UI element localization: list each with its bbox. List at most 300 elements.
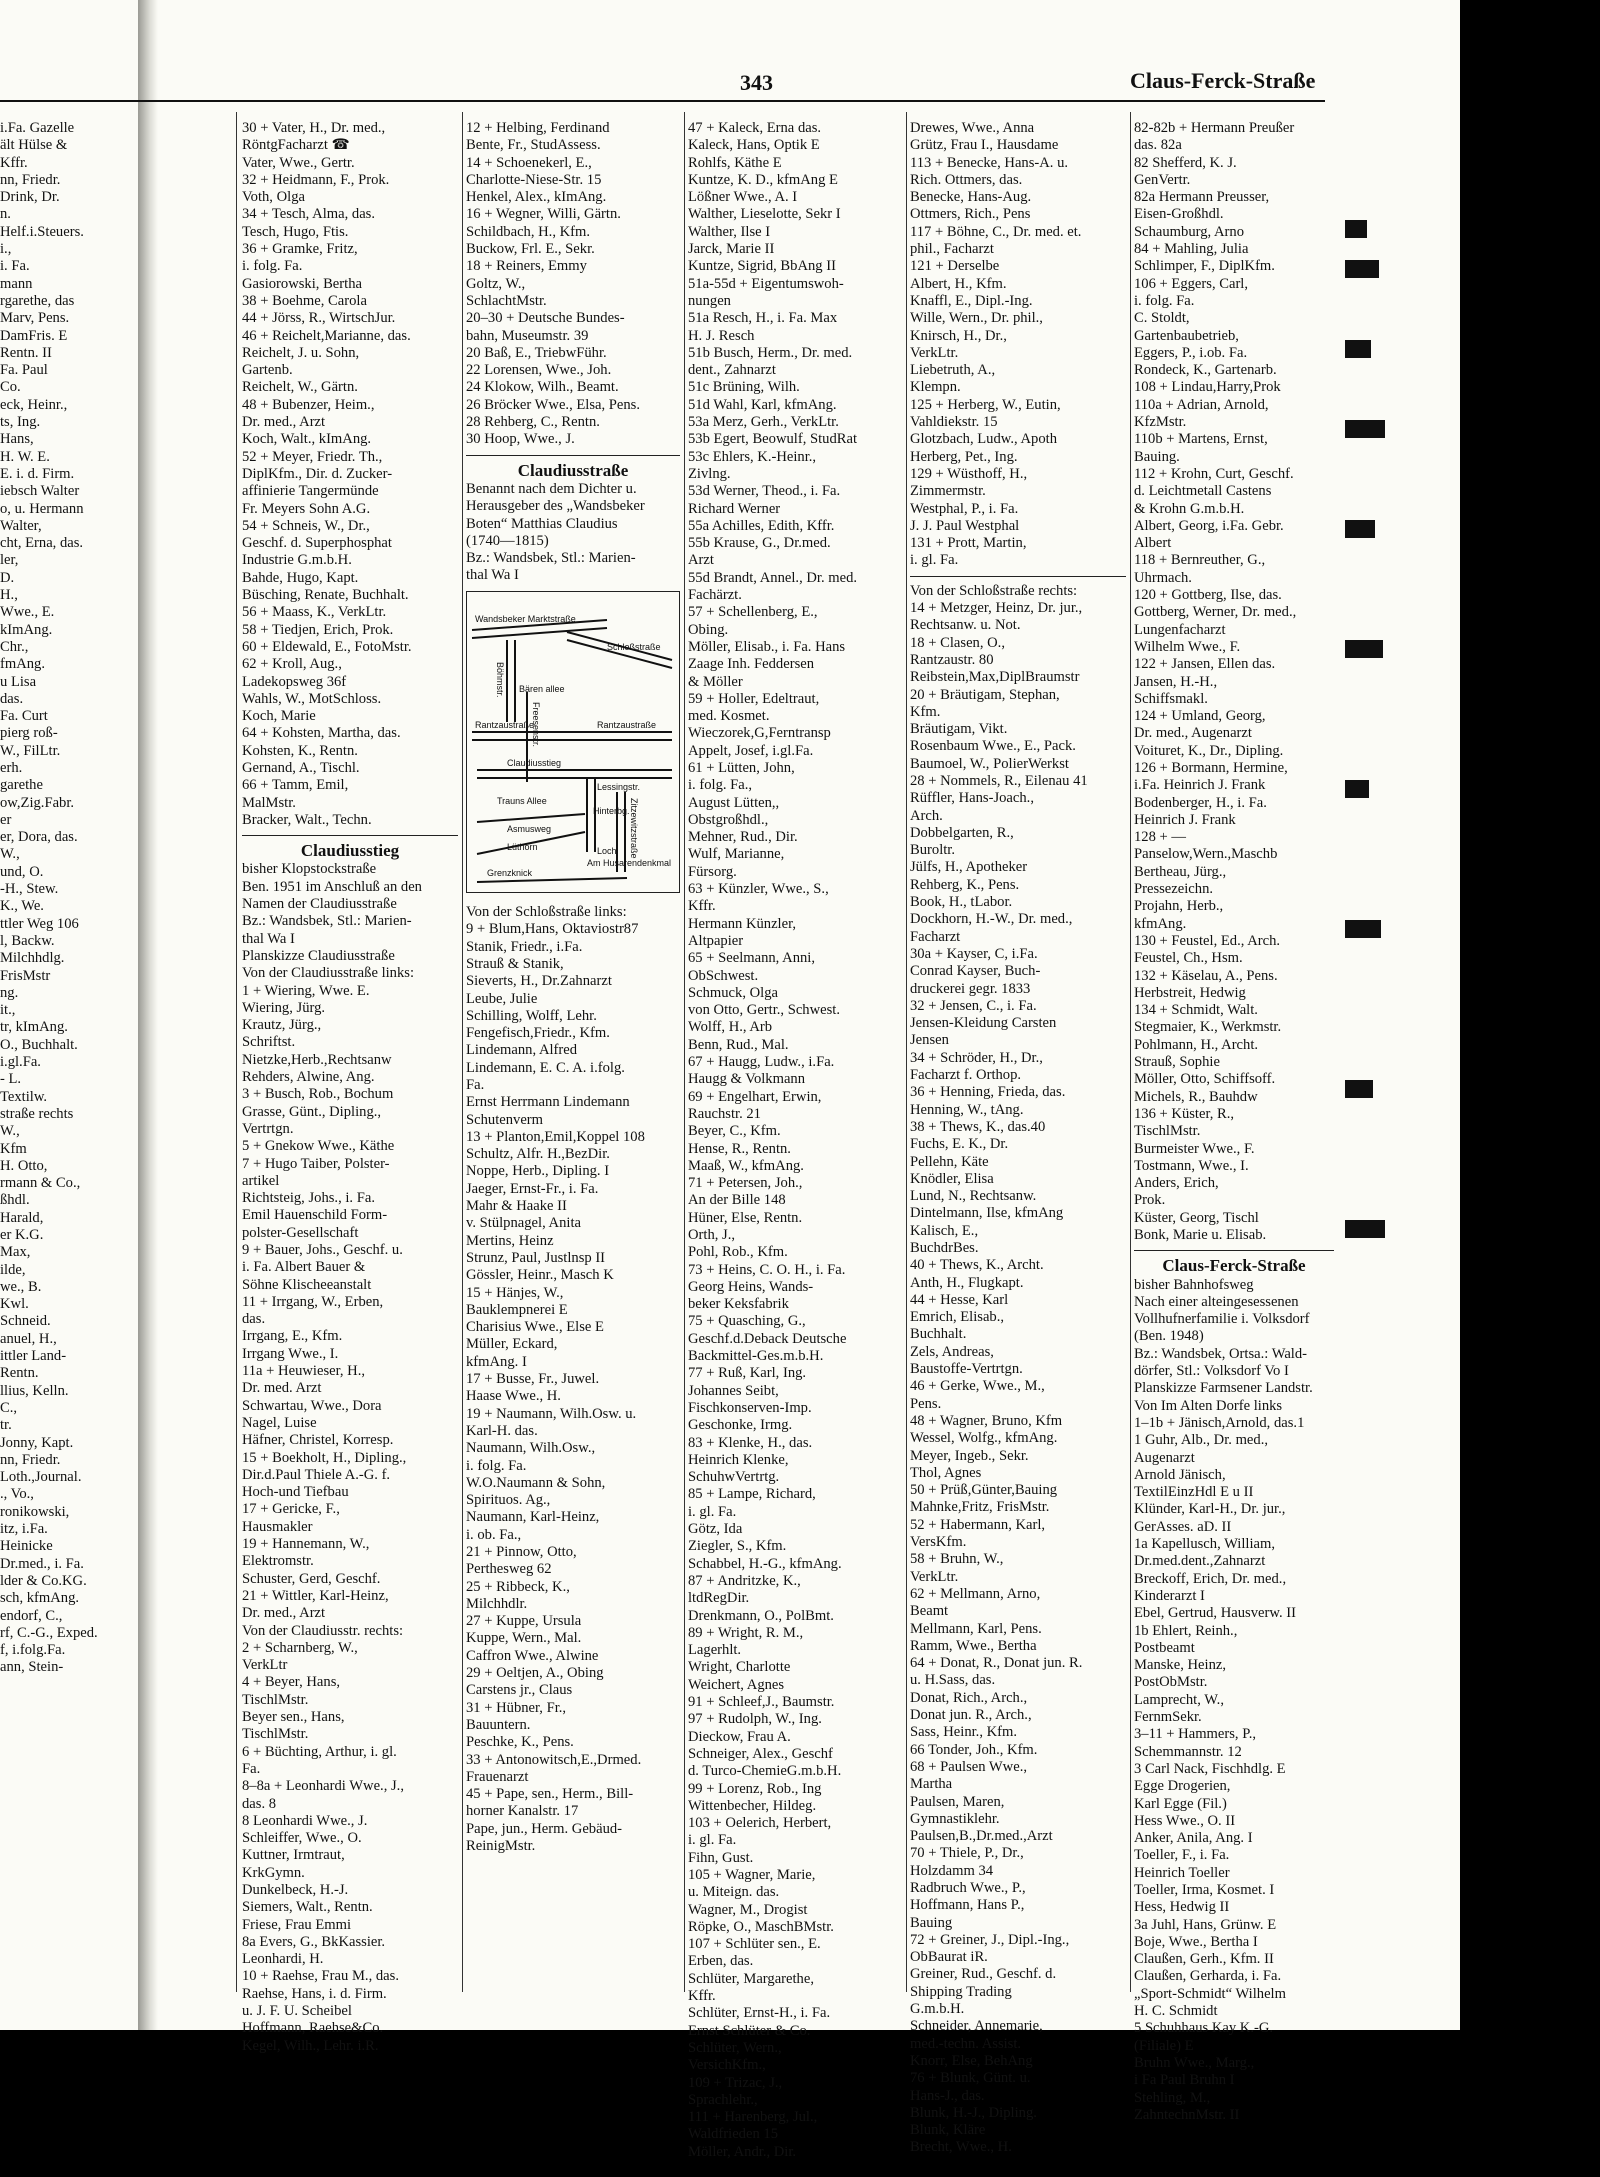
directory-line: i. Fa. (0, 258, 30, 275)
directory-line: 66 Tonder, Joh., Kfm. (910, 1741, 1038, 1758)
directory-line: Gernand, A., Tischl. (242, 759, 360, 776)
directory-line: 21 + Pinnow, Otto, (466, 1544, 577, 1560)
claudiusstrasse-odd-entries (910, 120, 1126, 570)
directory-line: Altpapier (688, 932, 744, 949)
directory-line: rf, C.-G., Exped. (0, 1624, 98, 1641)
directory-line: (1740—1815) (466, 532, 549, 549)
directory-line: KrkGymn. (242, 1864, 305, 1881)
directory-line: Schuster, Gerd, Geschf. (242, 1570, 381, 1587)
directory-line: Möller, Andr., Dir. (688, 2143, 797, 2160)
directory-line: 59 + Holler, Edeltraut, (688, 690, 820, 707)
directory-line: Fürsorg. (688, 863, 737, 880)
directory-line: 33 + Antonowitsch,E.,Drmed. (466, 1751, 642, 1768)
directory-line: Vollhufnerfamilie i. Volksdorf (1134, 1311, 1310, 1328)
directory-line: we., B. (0, 1278, 42, 1295)
directory-line: Pape, jun., Herm. Gebäud- (466, 1820, 623, 1837)
directory-line: Fa. (242, 1760, 261, 1777)
directory-line: GerAsses. aD. II (1134, 1518, 1232, 1535)
directory-line: Industrie G.m.b.H. (242, 552, 352, 569)
directory-line: Benannt nach dem Dichter u. (466, 480, 637, 497)
directory-line: O., Buchhalt. (0, 1036, 78, 1053)
directory-line: Wagner, M., Drogist (688, 1901, 808, 1918)
directory-line: ts, Ing. (0, 414, 41, 431)
directory-line: Lößner Wwe., A. I (688, 189, 798, 206)
directory-line: H., (0, 587, 18, 604)
directory-line: l, Backw. (0, 932, 55, 949)
directory-line: Kffr. (0, 154, 28, 171)
directory-line: 15 + Hänjes, W., (466, 1284, 564, 1301)
directory-line: Ben. 1951 im Anschluß an den (242, 878, 422, 895)
directory-line: Jülfs, H., Apotheker (910, 859, 1028, 876)
directory-line: 67 + Haugg, Ludw., i.Fa. (688, 1054, 835, 1071)
directory-line: 82a Hermann Preusser, (1134, 189, 1270, 206)
directory-line: Jarck, Marie II (688, 241, 775, 258)
directory-line: ann, Stein- (0, 1659, 64, 1676)
directory-line: ält Hülse & (0, 137, 68, 154)
directory-line: 38 + Thews, K., das.40 (910, 1118, 1046, 1135)
directory-line: Jensen (910, 1032, 949, 1049)
directory-line: Zimmermstr. (910, 483, 986, 500)
map-label: Bären allee (519, 683, 565, 694)
directory-line: Helf.i.Steuers. (0, 223, 84, 240)
directory-line: TischlMstr. (242, 1691, 309, 1708)
directory-line: VerkLtr (242, 1657, 288, 1674)
directory-line: Textilw. (0, 1088, 48, 1105)
directory-line: Klempn. (910, 379, 961, 396)
column-cropped-left (0, 120, 134, 2000)
map-label: Asmusweg (507, 823, 552, 834)
header-rule (0, 100, 1325, 102)
directory-line: das. 82a (1134, 137, 1182, 154)
directory-line: i. folg. Fa. (466, 1457, 527, 1474)
directory-line: Marv, Pens. (0, 310, 70, 327)
directory-line: H. J. Resch (688, 327, 755, 344)
directory-line: Bauing. (1134, 448, 1180, 465)
directory-line: 30 Hoop, Wwe., J. (466, 431, 575, 448)
directory-line: fmAng. (0, 656, 45, 673)
directory-line: 103 + Oelerich, Herbert, (688, 1815, 832, 1832)
directory-line: Kuntze, Sigrid, BbAng II (688, 258, 836, 275)
directory-line: Bonk, Marie u. Elisab. (1134, 1227, 1267, 1243)
directory-line: & Möller (688, 673, 743, 690)
directory-line: Naumann, Karl-Heinz, (466, 1509, 600, 1526)
directory-line: 109 + Trizac, J., (688, 2074, 783, 2091)
directory-line: Kalisch, E., (910, 1222, 979, 1239)
directory-line: 83 + Klenke, H., das. (688, 1434, 813, 1451)
directory-line: 120 + Gottberg, Ilse, das. (1134, 587, 1282, 604)
directory-line: 52 + Habermann, Karl, (910, 1516, 1046, 1533)
directory-line: beker Keksfabrik (688, 1296, 789, 1313)
directory-line: 132 + Käselau, A., Pens. (1134, 967, 1278, 984)
directory-line: i. gl. Fa. (910, 552, 959, 569)
directory-line: Hoch-und Tiefbau (242, 1484, 349, 1501)
directory-line: bahn, Museumstr. 39 (466, 327, 589, 344)
directory-line: Caffron Wwe., Alwine (466, 1647, 599, 1664)
directory-line: Martha (910, 1776, 953, 1793)
claudiusstrasse-intro (466, 481, 680, 585)
directory-line: d. Turco-ChemieG.m.b.H. (688, 1763, 842, 1780)
directory-line: Hüner, Else, Rentn. (688, 1209, 803, 1226)
directory-line: Bruhn Wwe., Marg., (1134, 2054, 1255, 2071)
directory-line: Hoffmann, Raehse&Co. (242, 2020, 384, 2037)
map-label: Rantzaustraße (597, 719, 657, 730)
directory-line: Fengefisch,Friedr., Kfm. (466, 1025, 610, 1042)
directory-line: Vahldiekstr. 15 (910, 414, 998, 431)
directory-line: Bauuntern. (466, 1716, 531, 1733)
directory-line: Waldfrieden 15 (688, 2126, 778, 2143)
directory-line: Rentn. II (0, 344, 52, 361)
directory-line: C. Stoldt, (1134, 310, 1190, 327)
directory-line: Müller, Eckard, (466, 1336, 558, 1353)
directory-line: Kfm (0, 1140, 27, 1157)
directory-line: 16 + Wegner, Willi, Gärtn. (466, 206, 621, 223)
directory-line: Boten“ Matthias Claudius (466, 515, 618, 532)
directory-line: itz, i.Fa. (0, 1521, 48, 1538)
claudiusstrasse-entries (466, 120, 680, 449)
directory-line: Bente, Fr., StudAssess. (466, 137, 601, 154)
directory-line: Fa. (466, 1076, 485, 1093)
directory-line: Johannes Seibt, (688, 1382, 779, 1399)
directory-line: Grasse, Günt., Dipling., (242, 1103, 382, 1120)
directory-line: erh. (0, 759, 23, 776)
directory-line: 8–8a + Leonhardi Wwe., J., (242, 1778, 404, 1795)
directory-line: Buckow, Frl. E., Sekr. (466, 241, 595, 258)
directory-line: i.Fa. Heinrich J. Frank (1134, 777, 1266, 794)
directory-line: i.Fa. Gazelle (0, 120, 75, 136)
directory-line: d. Leichtmetall Castens (1134, 483, 1272, 500)
directory-line: 126 + Bormann, Hermine, (1134, 759, 1288, 776)
directory-line: 12 + Helbing, Ferdinand (466, 120, 610, 136)
directory-line: o, u. Hermann (0, 500, 84, 517)
directory-line: Stehling, M., (1134, 2089, 1211, 2106)
column-3 (688, 120, 902, 2160)
directory-line: eck, Heinr., (0, 396, 68, 413)
directory-line: horner Kanalstr. 17 (466, 1803, 579, 1820)
directory-line: das. (242, 1311, 266, 1328)
directory-line: Spirituos. Ag., (466, 1492, 551, 1509)
directory-line: Koch, Marie (242, 708, 316, 725)
directory-line: Paulsen,B.,Dr.med.,Arzt (910, 1828, 1053, 1845)
directory-line: straße rechts (0, 1105, 74, 1122)
directory-line: Gössler, Heinr., Masch K (466, 1267, 614, 1284)
directory-line: Planskizze Claudiusstraße (242, 947, 395, 964)
directory-line: 136 + Küster, R., (1134, 1105, 1235, 1122)
directory-line: Herbstreit, Hedwig (1134, 984, 1246, 1001)
directory-line: Facharzt (910, 928, 961, 945)
directory-line: H. W. E. (0, 448, 50, 465)
directory-line: und, O. (0, 863, 44, 880)
directory-line: Dr. med., Arzt (242, 1605, 326, 1622)
directory-line: Kuttner, Irmtraut, (242, 1847, 345, 1864)
directory-line: ow,Zig.Fabr. (0, 794, 75, 811)
schlossstrasse-rechts-entries (910, 600, 1126, 2157)
directory-line: E. i. d. Firm. (0, 465, 75, 482)
directory-line: n. (0, 206, 11, 223)
directory-line: Dintelmann, Ilse, kfmAng (910, 1205, 1064, 1222)
directory-line: 58 + Bruhn, W., (910, 1551, 1004, 1568)
directory-line: Boje, Wwe., Bertha I (1134, 1933, 1258, 1950)
directory-line: Heinrich Klenke, (688, 1451, 789, 1468)
directory-line: Wiering, Jürg. (242, 999, 326, 1016)
column-separator (236, 112, 237, 1992)
directory-line: thal Wa I (242, 930, 295, 947)
directory-line: Rondeck, K., Gartenarb. (1134, 362, 1277, 379)
directory-line: Appelt, Josef, i.gl.Fa. (688, 742, 814, 759)
directory-line: Ottmers, Rich., Pens (910, 206, 1031, 223)
directory-line: ., Vo., (0, 1486, 34, 1503)
book-gutter (138, 0, 158, 2030)
street-plan-sketch (466, 591, 680, 893)
schlossstrasse-links-entries (466, 904, 680, 1855)
directory-line: bisher Bahnhofsweg (1134, 1276, 1254, 1293)
directory-line: 110a + Adrian, Arnold, (1134, 396, 1269, 413)
directory-line: Charlotte-Niese-Str. 15 (466, 171, 602, 188)
directory-line: 48 + Wagner, Bruno, Kfm (910, 1412, 1063, 1429)
directory-line: 14 + Metzger, Heinz, Dr. jur., (910, 600, 1083, 617)
directory-line: Benn, Rud., Mal. (688, 1036, 789, 1053)
directory-line: Heinrich Toeller (1134, 1864, 1230, 1881)
directory-line: Dr. med., Augenarzt (1134, 725, 1252, 742)
directory-line: Schiffsmakl. (1134, 690, 1208, 707)
directory-line: Heinicke (0, 1538, 53, 1555)
directory-line: Möller, Elisab., i. Fa. Hans (688, 638, 846, 655)
directory-line: 40 + Thews, K., Archt. (910, 1257, 1044, 1274)
claudiusstrasse-heading: Claudiusstraße (517, 460, 629, 480)
directory-line: Albert, Georg, i.Fa. Gebr. (1134, 517, 1284, 534)
directory-line: Büsching, Renate, Buchhalt. (242, 587, 409, 604)
directory-line: Ernst Schlüter & Co. (688, 2022, 811, 2039)
directory-line: Schlüter, Ernst-H., i. Fa. (688, 2005, 831, 2022)
directory-line: Heinrich J. Frank (1134, 811, 1236, 828)
directory-line: kfmAng. (1134, 915, 1187, 932)
directory-line: Sass, Heinr., Kfm. (910, 1724, 1018, 1741)
directory-line: Goltz, W., (466, 275, 526, 292)
directory-line: Egge Drogerien, (1134, 1778, 1231, 1795)
directory-line: 91 + Schleef,J., Baumstr. (688, 1694, 835, 1711)
directory-line: Dr. med. Arzt (242, 1380, 322, 1397)
directory-line: Schutenverm (466, 1111, 544, 1128)
directory-line: 20–30 + Deutsche Bundes- (466, 310, 625, 327)
directory-line: i Fa Paul Bruhn I (1134, 2072, 1235, 2089)
directory-line: Mahr & Haake II (466, 1198, 567, 1215)
directory-line: K., We. (0, 898, 44, 915)
directory-line: Lindemann, Alfred (466, 1042, 578, 1059)
directory-line: Buchhalt. (910, 1326, 967, 1343)
directory-line: 57 + Schellenberg, E., (688, 604, 818, 621)
directory-line: Drink, Dr. (0, 189, 60, 206)
directory-line: Baustoffe-Vertrtgn. (910, 1361, 1023, 1378)
directory-line: Bräutigam, Vikt. (910, 721, 1008, 738)
directory-line: ßhdl. (0, 1192, 30, 1209)
directory-line: KfzMstr. (1134, 414, 1187, 431)
directory-line: SchlachtMstr. (466, 292, 547, 309)
directory-line: Pens. (910, 1395, 942, 1412)
thumb-index-marks (1345, 220, 1460, 1420)
directory-line: W., FilLtr. (0, 742, 61, 759)
directory-line: Richard Werner (688, 500, 781, 517)
directory-line: it., (0, 1002, 16, 1019)
directory-line: 28 Rehberg, C., Rentn. (466, 414, 600, 431)
directory-line: Fuchs, E. K., Dr. (910, 1136, 1009, 1153)
directory-line: Wille, Wern., Dr. phil., (910, 310, 1043, 327)
directory-line: 1 Guhr, Alb., Dr. med., (1134, 1432, 1268, 1449)
directory-line: W., (0, 846, 20, 863)
directory-line: Pellehn, Käte (910, 1153, 989, 1170)
directory-line: 21 + Wittler, Karl-Heinz, (242, 1587, 389, 1604)
directory-line: Krautz, Jürg., (242, 1017, 322, 1034)
directory-line: Brecht, Wwe., H. (910, 2139, 1012, 2156)
directory-line: GenVertr. (1134, 171, 1191, 188)
directory-line: 55a Achilles, Edith, Kffr. (688, 517, 835, 534)
directory-line: Arzt (688, 552, 714, 569)
directory-line: Pohl, Rob., Kfm. (688, 1244, 788, 1261)
directory-line: Michels, R., Bauhdw (1134, 1088, 1258, 1105)
directory-line: Maaß, W., kfmAng. (688, 1157, 804, 1174)
directory-line: Wieczorek,G,Ferntransp (688, 725, 831, 742)
directory-line: Panselow,Wern.,Maschb (1134, 846, 1278, 863)
directory-line: Milchhdlg. (0, 950, 65, 967)
directory-line: Siemers, Walt., Rentn. (242, 1899, 373, 1916)
directory-line: „Sport-Schmidt“ Wilhelm (1134, 1985, 1286, 2002)
directory-line: ltdRegDir. (688, 1590, 750, 1607)
directory-line: 1 + Wiering, Wwe. E. (242, 982, 370, 999)
directory-line: Drenkmann, O., PolBmt. (688, 1607, 834, 1624)
directory-line: 64 + Donat, R., Donat jun. R. (910, 1655, 1083, 1672)
directory-line: nn, Friedr. (0, 171, 61, 188)
directory-line: Von der Claudiusstr. rechts: (242, 1622, 404, 1639)
directory-line: i. folg. Fa., (688, 777, 753, 794)
directory-line: August Lütten,, (688, 794, 780, 811)
directory-line: SchuhwVertrtg. (688, 1469, 780, 1486)
directory-line: Albert, H., Kfm. (910, 275, 1007, 292)
directory-line: phil., Facharzt (910, 241, 994, 258)
directory-line: Obing. (688, 621, 729, 638)
directory-line: Toeller, Irma, Kosmet. I (1134, 1881, 1275, 1898)
directory-line: Walther, Ilse I (688, 223, 771, 240)
directory-line: An der Bille 148 (688, 1192, 786, 1209)
directory-line: W.O.Naumann & Sohn, (466, 1474, 606, 1491)
directory-line: 34 + Tesch, Alma, das. (242, 206, 375, 223)
directory-line: sch, kfmAng. (0, 1590, 80, 1607)
directory-line: Rantzaustr. 80 (910, 651, 994, 668)
directory-line: C., (0, 1399, 18, 1416)
directory-line: Loth.,Journal. (0, 1469, 82, 1486)
directory-line: i.gl.Fa. (0, 1054, 41, 1071)
directory-line: Schneiger, Alex., Geschf (688, 1745, 833, 1762)
column-1 (242, 120, 458, 2054)
divider (1134, 1250, 1334, 1251)
directory-line: 130 + Feustel, Ed., Arch. (1134, 932, 1281, 949)
directory-line: Emrich, Elisab., (910, 1309, 1005, 1326)
directory-line: Kaleck, Hans, Optik E (688, 137, 820, 154)
directory-line: Fischkonserven-Imp. (688, 1399, 812, 1416)
directory-line: VerkLtr. (910, 1568, 959, 1585)
directory-line: 108 + Lindau,Harry,Prok (1134, 379, 1281, 396)
directory-line: Walther, Lieselotte, Sekr I (688, 206, 841, 223)
directory-line: Schneider, Annemarie, (910, 2018, 1043, 2035)
directory-line: Kffr. (688, 1988, 716, 2005)
directory-line: 46 + Gerke, Wwe., M., (910, 1378, 1045, 1395)
directory-line: Kfm. (910, 703, 941, 720)
directory-line: 11a + Heuwieser, H., (242, 1363, 366, 1380)
directory-line: Schaumburg, Arno (1134, 223, 1244, 240)
directory-line: u. Miteign. das. (688, 1884, 780, 1901)
directory-line: Voth, Olga (242, 189, 305, 206)
claus-ferck-strasse-entries (1134, 1277, 1334, 2125)
directory-line: Liebetruth, A., (910, 362, 996, 379)
directory-line: Sieverts, H., Dr.Zahnarzt (466, 973, 612, 990)
directory-line: Schildbach, H., Kfm. (466, 223, 591, 240)
directory-line: Dr.med., i. Fa. (0, 1555, 84, 1572)
directory-line: (Filiale) E (1134, 2037, 1194, 2054)
directory-line: Blunk, H.-J., Dipling. (910, 2104, 1037, 2121)
directory-line: nn, Friedr. (0, 1451, 61, 1468)
directory-line: Dir.d.Paul Thiele A.-G. f. (242, 1466, 391, 1483)
directory-line: Kffr. (688, 898, 716, 915)
directory-line: Albert (1134, 535, 1172, 552)
directory-line: 3 + Busch, Rob., Bochum (242, 1086, 394, 1103)
directory-line: TischlMstr. (1134, 1123, 1201, 1140)
directory-line: Jaeger, Ernst-Fr., i. Fa. (466, 1180, 599, 1197)
directory-line: i. folg. Fa. (242, 258, 303, 275)
directory-line: Holzdamm 34 (910, 1862, 994, 1879)
directory-line: 87 + Andritzke, K., (688, 1572, 801, 1589)
directory-line: Kwl. (0, 1296, 29, 1313)
directory-line: Rehders, Alwine, Ang. (242, 1069, 375, 1086)
directory-line: Geschf.d.Deback Deutsche (688, 1330, 847, 1347)
directory-line: Meyer, Ingeb., Sekr. (910, 1447, 1029, 1464)
directory-line: VersichKfm., (688, 2057, 766, 2074)
directory-line: pierg roß- (0, 725, 58, 742)
directory-line: Schleiffer, Wwe., O. (242, 1830, 362, 1847)
directory-line: W., (0, 1123, 20, 1140)
directory-line: 62 + Mellmann, Arno, (910, 1585, 1041, 1602)
directory-line: Nach einer alteingesessenen (1134, 1293, 1299, 1310)
directory-line: tr, kImAng. (0, 1019, 68, 1036)
directory-line: H. C. Schmidt (1134, 2003, 1218, 2020)
directory-line: Knödler, Elisa (910, 1170, 994, 1187)
directory-line: Milchhdlr. (466, 1595, 528, 1612)
directory-line: 51c Brüning, Wilh. (688, 379, 800, 396)
directory-line: 1b Ehlert, Reinh., (1134, 1622, 1238, 1639)
directory-line: Kinderarzt I (1134, 1587, 1205, 1604)
directory-line: Orth, J., (688, 1227, 736, 1243)
directory-line: Strunz, Paul, Justlnsp II (466, 1249, 606, 1266)
directory-line: mann (0, 275, 33, 292)
directory-line: & Krohn G.m.b.H. (1134, 500, 1245, 517)
directory-line: 53d Werner, Theod., i. Fa. (688, 483, 841, 500)
directory-line: Erben, das. (688, 1953, 754, 1970)
directory-line: Götz, Ida (688, 1521, 743, 1538)
directory-line: polster-Gesellschaft (242, 1224, 359, 1241)
directory-line: Pressezeichn. (1134, 881, 1214, 898)
directory-line: Friese, Frau Emmi (242, 1916, 352, 1933)
directory-line: Pohlmann, H., Archt. (1134, 1036, 1259, 1053)
directory-line: Ramm, Wwe., Bertha (910, 1637, 1037, 1654)
directory-line: Dunkelbeck, H.-J. (242, 1881, 349, 1898)
directory-line: ObBaurat iR. (910, 1949, 988, 1966)
directory-line: 22 Lorensen, Wwe., Joh. (466, 362, 612, 379)
directory-line: Backmittel-Ges.m.b.H. (688, 1348, 824, 1365)
directory-line: 77 + Ruß, Karl, Ing. (688, 1365, 807, 1382)
map-label: Schloßstraße (607, 641, 661, 652)
directory-line: Georg Heins, Wands- (688, 1278, 814, 1295)
directory-line: Fa. Curt (0, 708, 48, 725)
directory-line: Zaage Inh. Feddersen (688, 656, 815, 673)
directory-line: Röpke, O., MaschBMstr. (688, 1918, 834, 1935)
directory-line: Knirsch, H., Dr., (910, 327, 1007, 344)
directory-line: 55b Krause, G., Dr.med. (688, 535, 831, 552)
